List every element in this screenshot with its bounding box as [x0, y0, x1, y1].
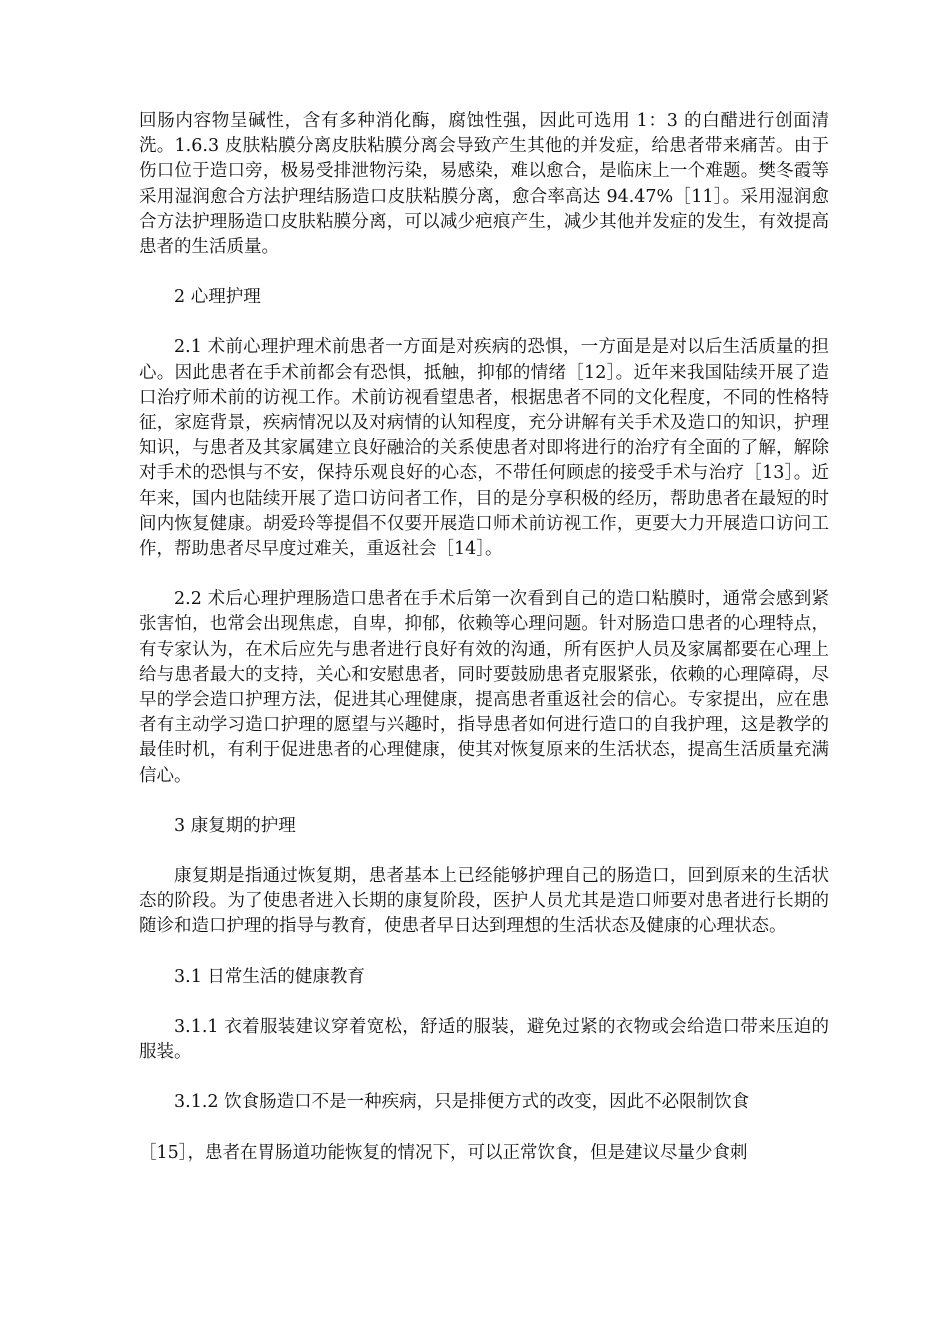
document-page: [139, 109, 829, 1191]
paragraph-diet: 3.1.2 饮食肠造口不是一种疾病，只是排便方式的改变，因此不必限制饮食: [174, 1092, 750, 1113]
paragraph-preoperative-care: 2.1 术前心理护理术前患者一方面是对疾病的恐惧，一方面是是对以后生活质量的担心。因此患者在手术前都会有恐惧，抵触，抑郁的情绪［12］。近年来我国陆续开展了造口治疗师术前的访视工作。术前访视看望患者，根据患者不同的文化程度，不同的性格特征，家庭背景，疾病情况以及对病情的认知程度，充分讲解有关手术及造口的知识，护理知识，与患者及其家属建立良好融洽的关系使患者对即将进行的治疗有全面的了解，解除对手术的恐惧与不安，保持乐观良好的心态，不带任何顾虑的接受手术与治疗［13］。近年来，国内也陆续开展了造口访问者工作，目的是分享积极的经历，帮助患者在最短的时间内恢复健康。胡爱玲等提倡不仅要开展造口师术前访视工作，更要大力开展造口访问工作，帮助患者尽早度过难关，重返社会［14］。: [139, 337, 829, 560]
paragraph-postoperative-care: 2.2 术后心理护理肠造口患者在手术后第一次看到自己的造口粘膜时，通常会感到紧张害怕，也常会出现焦虑，自卑，抑郁，依赖等心理问题。针对肠造口患者的心理特点，有专家认为，在术后应先与患者进行良好有效的沟通，所有医护人员及家属都要在心理上给与患者最大的支持，关心和安慰患者，同时要鼓励患者克服紧张，依赖的心理障碍，尽早的学会造口护理方法，促进其心理健康，提高患者重返社会的信心。专家提出，应在患者有主动学习造口护理的愿望与兴趣时，指导患者如何进行造口的自我护理，这是教学的最佳时机，有利于促进患者的心理健康，使其对恢复原来的生活状态，提高生活质量充满信心。: [139, 589, 829, 786]
heading-psychological-care: 2 心理护理: [174, 287, 261, 308]
paragraph-clothing: 3.1.1 衣着服装建议穿着宽松，舒适的服装，避免过紧的衣物或会给造口带来压迫的服装。: [139, 1016, 829, 1063]
paragraph-wound-care: 回肠内容物呈碱性，含有多种消化酶，腐蚀性强，因此可选用 1：3 的白醋进行创面清洗。1.6.3 皮肤粘膜分离皮肤粘膜分离会导致产生其他的并发症，给患者带来痛苦。由于伤口位于造口旁，极易受排泄物污染，易感染，难以愈合，是临床上一个难题。樊冬霞等采用湿润愈合方法护理结肠造口皮肤粘膜分离，愈合率高达 94.47%［11］。采用湿润愈合方法护理肠造口皮肤粘膜分离，可以减少疤痕产生，减少其他并发症的发生，有效提高患者的生活质量。: [139, 111, 829, 258]
heading-daily-life-education: 3.1 日常生活的健康教育: [174, 966, 365, 987]
heading-rehabilitation-care: 3 康复期的护理: [174, 815, 296, 836]
paragraph-rehabilitation-definition: 康复期是指通过恢复期，患者基本上已经能够护理自己的肠造口，回到原来的生活状态的阶段。为了使患者进入长期的康复阶段，医护人员尤其是造口师要对患者进行长期的随诊和造口护理的指导与教育，使患者早日达到理想的生活状态及健康的心理状态。: [139, 866, 829, 937]
paragraph-diet-continued: ［15］，患者在胃肠道功能恢复的情况下，可以正常饮食，但是建议尽量少食刺: [139, 1142, 748, 1163]
